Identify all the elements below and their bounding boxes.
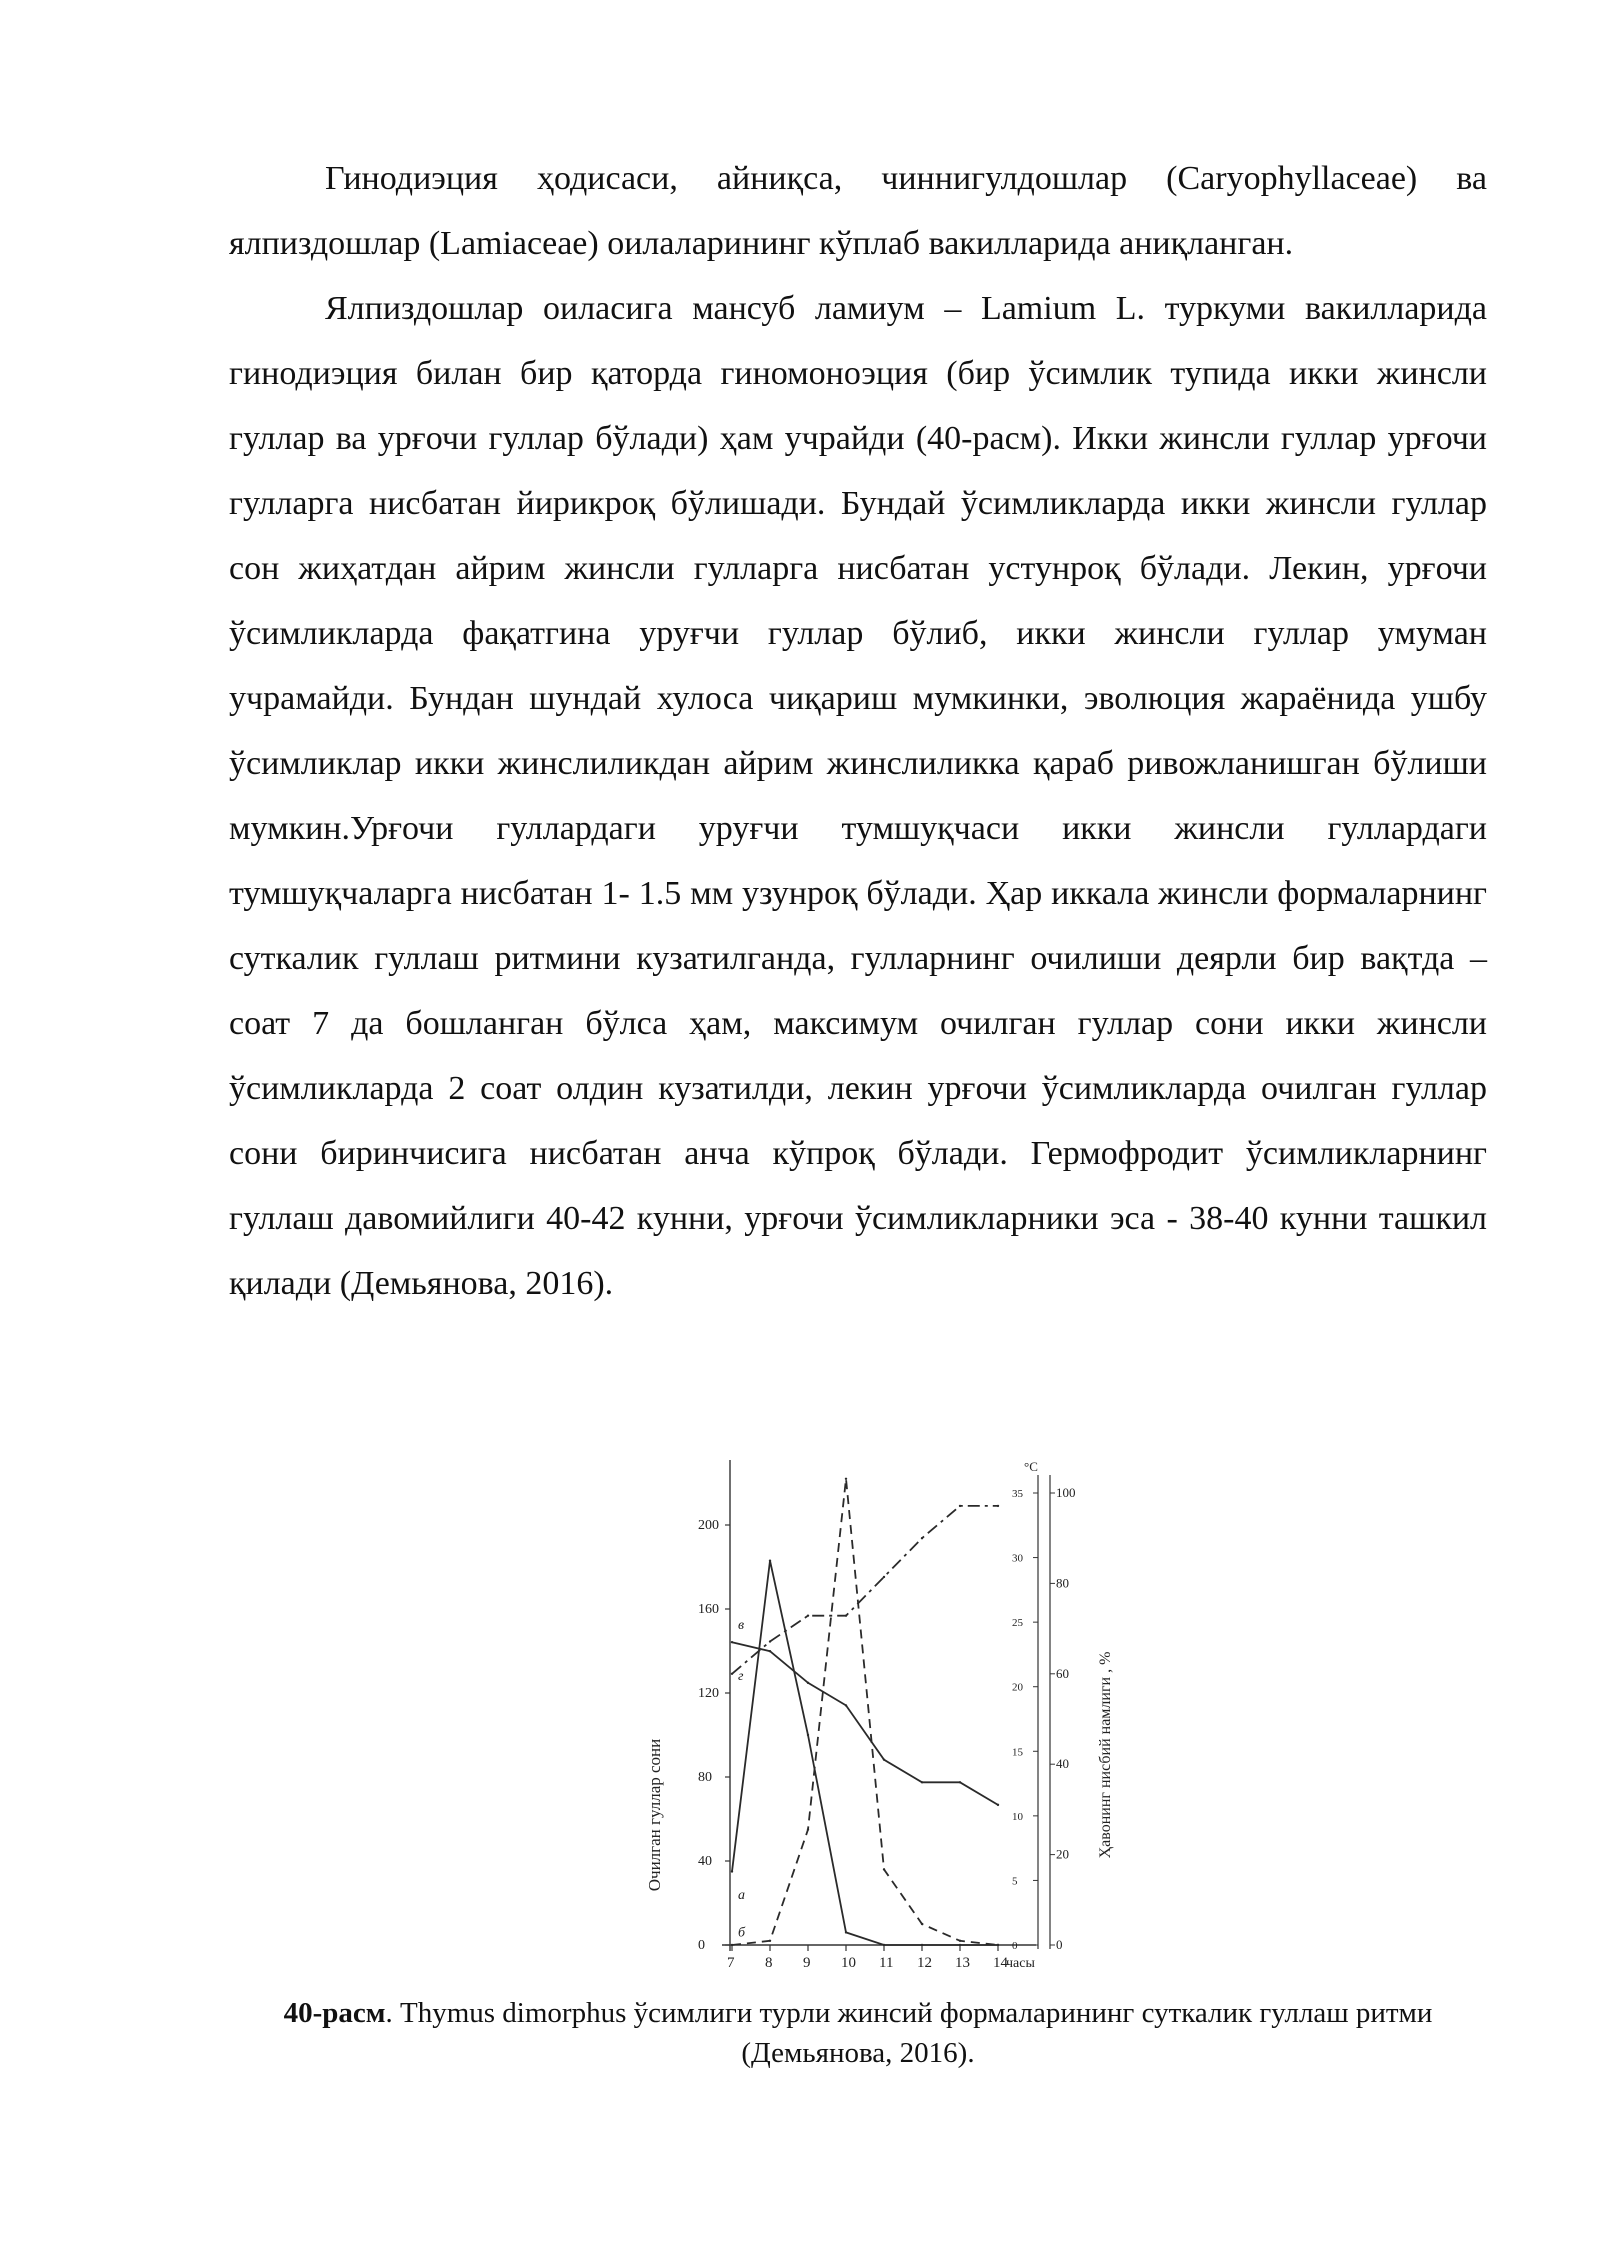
figure-caption bbox=[229, 1993, 1487, 2073]
series-4-point bbox=[959, 1505, 961, 1507]
humidity-tick-label: 100 bbox=[1056, 1485, 1076, 1500]
series-3-point bbox=[997, 1804, 999, 1806]
y-tick-label: 120 bbox=[698, 1686, 719, 1701]
series-4-point bbox=[807, 1614, 809, 1616]
flowering-rhythm-chart bbox=[630, 1455, 1114, 1975]
temp-tick-label: 15 bbox=[1012, 1746, 1023, 1759]
temp-tick-label: 5 bbox=[1012, 1875, 1018, 1888]
humidity-tick-label: 40 bbox=[1056, 1756, 1069, 1772]
x-tick-label: 13 bbox=[955, 1955, 970, 1971]
series-line-1 bbox=[732, 1561, 998, 1945]
series-1-point bbox=[769, 1560, 771, 1562]
series-3-point bbox=[883, 1758, 885, 1760]
series-1-point bbox=[731, 1870, 733, 1872]
series-2-point bbox=[769, 1940, 771, 1942]
caption-label: 40-расм bbox=[283, 1997, 386, 2029]
y2-axis-title: Ҳавонинг нисбий намлиги , % bbox=[1097, 1651, 1114, 1859]
x-tick-label: 11 bbox=[879, 1955, 894, 1971]
series-1-point bbox=[807, 1734, 809, 1736]
temp-tick-label: 35 bbox=[1012, 1488, 1023, 1500]
series-1-point bbox=[883, 1944, 885, 1946]
series-1-point bbox=[921, 1944, 923, 1946]
series-1-point bbox=[845, 1931, 847, 1933]
curve-label-g: г bbox=[738, 1668, 744, 1684]
body-text bbox=[229, 146, 1487, 1316]
series-4-point bbox=[769, 1640, 771, 1642]
y-tick-label: 40 bbox=[698, 1854, 712, 1869]
x-tick-label: 9 bbox=[803, 1955, 811, 1971]
series-3-point bbox=[769, 1650, 771, 1652]
series-2-point bbox=[883, 1868, 885, 1870]
series-line-4 bbox=[732, 1506, 998, 1674]
series-line-2 bbox=[732, 1479, 998, 1945]
series-3-point bbox=[845, 1704, 847, 1706]
temp-tick-label: 30 bbox=[1012, 1552, 1023, 1565]
curve-label-b: б bbox=[738, 1925, 746, 1941]
series-2-point bbox=[921, 1923, 923, 1925]
series-2-point bbox=[959, 1940, 961, 1942]
y-tick-label: 200 bbox=[698, 1518, 719, 1533]
series-3-point bbox=[731, 1641, 733, 1643]
x-tick-label: 8 bbox=[765, 1955, 773, 1971]
series-2-point bbox=[845, 1478, 847, 1480]
series-4-point bbox=[921, 1537, 923, 1539]
temp-unit-label: °C bbox=[1024, 1459, 1038, 1474]
humidity-tick-label: 20 bbox=[1056, 1846, 1069, 1862]
series-4-point bbox=[883, 1576, 885, 1578]
x-tick-label: 7 bbox=[727, 1955, 735, 1971]
humidity-tick-label: 80 bbox=[1056, 1575, 1069, 1591]
x-tick-label: 14 bbox=[993, 1955, 1008, 1971]
series-4-point bbox=[845, 1614, 847, 1616]
series-3-point bbox=[959, 1781, 961, 1783]
series-1-point bbox=[959, 1944, 961, 1946]
series-2-point bbox=[997, 1944, 999, 1946]
humidity-tick-label: 0 bbox=[1056, 1937, 1063, 1952]
temp-tick-label: 10 bbox=[1012, 1810, 1023, 1823]
series-4-point bbox=[997, 1505, 999, 1507]
y-tick-label: 160 bbox=[698, 1602, 719, 1617]
series-3-point bbox=[921, 1781, 923, 1783]
curve-label-upper-a: в bbox=[738, 1618, 745, 1634]
x-tick-label: 10 bbox=[841, 1955, 856, 1971]
figure-40 bbox=[630, 1455, 1114, 1975]
y-tick-label: 80 bbox=[698, 1770, 712, 1785]
x-unit-label: часы bbox=[1006, 1956, 1035, 1971]
curve-label-a: а bbox=[738, 1887, 745, 1903]
humidity-tick-label: 60 bbox=[1056, 1665, 1069, 1681]
series-4-point bbox=[731, 1673, 733, 1675]
paragraph-2: Ялпиздошлар оиласига мансуб ламиум – Lamium L. туркуми вакилларида гинодиэция билан бир қаторда гиномоноэция (бир ўсимлик тупида икки жинсли гуллар ва урғочи гуллар бўлади) ҳам учрайди (40-расм). Икки жинсли гуллар урғочи гулларга нисбатан йирикроқ бўлишади. Бундай ўсимликларда икки жинсли гуллар сон жиҳатдан айрим жинсли гулларга нисбатан устунроқ бўлади. Лекин, урғочи ўсимликларда фақатгина уруғчи гуллар бўлиб, икки жинсли гуллар умуман учрамайди. Бундан шундай хулоса чиқариш мумкинки, эволюция жараёнида ушбу ўсимликлар икки жинслиликдан айрим жинслиликка қараб ривожланишган бўлиши мумкин.Урғочи гуллардаги уруғчи тумшуқчаси икки жинсли гуллардаги тумшуқчаларга нисбатан 1- 1.5 мм узунроқ бўлади. Ҳар иккала жинсли формаларнинг суткалик гуллаш ритмини кузатилганда, гулларнинг очилиши деярли бир вақтда – соат 7 да бошланган бўлса ҳам, максимум очилган гуллар сони икки жинсли ўсимликларда 2 соат олдин кузатилди, лекин урғочи ўсимликларда очилган гуллар сони биринчисига нисбатан анча кўпроқ бўлади. Гермофродит ўсимликларнинг гуллаш давомийлиги 40-42 кунни, урғочи ўсимликларники эса - 38-40 кунни ташкил қилади (Демьянова, 2016). bbox=[229, 290, 1487, 1302]
x-tick-label: 12 bbox=[917, 1955, 932, 1971]
temp-tick-label: 0 bbox=[1012, 1940, 1018, 1952]
series-2-point bbox=[731, 1944, 733, 1946]
paragraph-1: Гинодиэция ҳодисаси, айниқса, чиннигулдошлар (Caryophyllaceae) ва ялпиздошлар (Lamiaceae) оилаларининг кўплаб вакилларида аниқланган. bbox=[229, 160, 1487, 262]
y-tick-label: 0 bbox=[698, 1938, 705, 1953]
series-2-point bbox=[807, 1828, 809, 1830]
y-axis-title: Очилган гуллар сони bbox=[645, 1738, 664, 1892]
temp-tick-label: 25 bbox=[1012, 1617, 1023, 1630]
caption-text: . Thymus dimorphus ўсимлиги турли жинсий формаларининг суткалик гуллаш ритми (Демьянова, 2016). bbox=[385, 1997, 1433, 2069]
temp-tick-label: 20 bbox=[1012, 1681, 1023, 1694]
series-3-point bbox=[807, 1682, 809, 1684]
